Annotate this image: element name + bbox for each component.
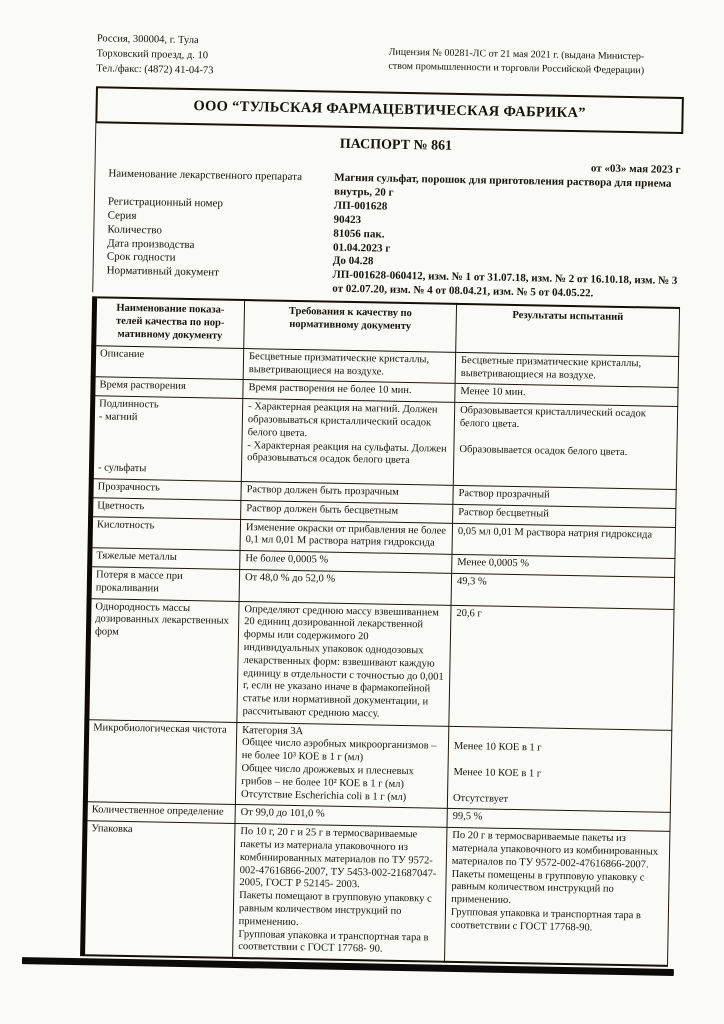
company-name: ООО “ТУЛЬСКАЯ ФАРМАЦЕВТИЧЕСКАЯ ФАБРИКА” — [95, 86, 684, 134]
table-header-cell: Результаты испытаний — [456, 304, 680, 356]
field-label: Регистрационный номер — [107, 195, 224, 210]
field-value: ЛП-001628 — [333, 199, 388, 213]
address-line: Россия, 300004, г. Тула — [96, 33, 199, 47]
table-cell: Прозрачность — [91, 479, 241, 501]
table-cell: 20,6 г — [449, 605, 674, 730]
field-label: Количество — [107, 223, 163, 237]
company-address — [96, 31, 332, 81]
table-cell: Менее 0,0005 % — [452, 554, 675, 577]
field-label: Срок годности — [106, 250, 176, 265]
table-cell: Категория 3А Общее число аэробных микроорганизмов – не более 10³ КОЕ в 1 г (мл) Общее число дрожжевых и плесневых грибов – не более 10² КОЕ в 1 г (мл) Отсутствие Escherichia coli в 1 г (мл) — [235, 722, 448, 809]
table-cell: Образовывается кристаллический осадок белого цвета. Образовывается осадок белого цвета. — [453, 403, 677, 490]
table-cell: Однородность массы дозированных лекарственных форм — [87, 598, 239, 722]
passport-document — [80, 31, 685, 976]
table-cell: - Характерная реакция на магний. Должен образовываться кристаллический осадок белого цвета. - Характерная реакция на сульфаты. Должен образовываться осадок белого цвета — [241, 399, 454, 486]
table-cell: Тяжелые металлы — [90, 548, 240, 570]
table-cell: Потеря в массе при прокаливании — [89, 567, 240, 601]
address-line: Торховский проезд, д. 10 — [96, 48, 209, 62]
table-header-cell: Требования к качеству по нормативному документу — [244, 300, 457, 352]
field-label: Нормативный документ — [106, 264, 219, 279]
table-cell: Бесцветные призматические кристаллы, выветривающиеся на воздухе. — [243, 348, 456, 383]
table-cell: Упаковка — [83, 821, 235, 958]
table-cell: Менее 10 КОЕ в 1 г Менее 10 КОЕ в 1 г Отсутствует — [447, 726, 671, 813]
field-value: 81056 пак. — [333, 227, 385, 241]
table-cell: По 10 г, 20 г и 25 г в термосвариваемые пакеты из материала упаковочного из комбинированных материалов по ТУ 9572-002-47616866-2007, ТУ 5453-002-21687047-2005, ГОСТ Р 52145- 2003. Пакеты помещают в групповую упаковку с равным количеством инструкций по применению. Групповая упаковка и транспортная тара в соответствии с ГОСТ 17768- 90. — [233, 824, 447, 962]
table-cell: Время растворения — [93, 377, 243, 399]
table-row — [91, 396, 677, 489]
table-cell: Раствор должен быть прозрачным — [241, 481, 453, 504]
field-value: Магния сульфат, порошок для приготовления раствора для приема внутрь, 20 г — [334, 171, 672, 199]
table-cell: Количественное определение — [85, 802, 235, 824]
table-cell: Не более 0,0005 % — [240, 551, 452, 574]
table-cell: Цветность — [91, 497, 241, 519]
table-cell: По 20 г в термосвариваемые пакеты из материала упаковочного из комбинированных материалов по ТУ 9572-002-47616866-2007. Пакеты помещены в групповую упаковку с равным количеством инструкций по применению. Групповая упаковка и транспортная тара в соответствии с ГОСТ 17768-90. — [445, 828, 670, 967]
table-cell: Раствор должен быть бесцветным — [241, 500, 453, 523]
table-cell: 49,3 % — [451, 573, 675, 609]
table-row — [83, 821, 670, 966]
document-body — [92, 123, 683, 303]
quality-table — [80, 297, 680, 968]
table-row — [85, 719, 671, 812]
header-row — [96, 31, 685, 87]
table-cell: Менее 10 мин. — [455, 384, 678, 407]
table-cell: Определяют среднюю массу взвешиванием 20 единиц дозированной лекарственной формы или содержимого 20 индивидуальных упаковок однодозовых лекарственных форм: взвешивают каждую единицу в отдельности с точностью до 0,001 г, если не указано иначе в фармакопейной статье или нормативной документации, и рассчитывают среднюю массу. — [237, 601, 451, 726]
field-label: Наименование лекарственного препарата — [108, 167, 303, 183]
field-value: До 04.28 — [332, 255, 374, 268]
table-cell: Изменение окраски от прибавления не более 0,1 мл 0,01 М раствора натрия гидроксида — [240, 519, 453, 554]
fields-section — [106, 167, 682, 303]
license-text: Лицензия № 00281-ЛС от 21 мая 2021 г. (выдана Министер- ством промышленности и торговли Российской Федерации) — [388, 46, 645, 77]
field-label: Серия — [107, 209, 137, 222]
table-row — [87, 598, 674, 730]
field-value: ЛП-001628-060412, изм. № 1 от 31.07.18, изм. № 2 от 16.10.18, изм. № 3 от 02.07.20, изм. № 4 от 08.04.21, изм. № 5 от 04.05.22. — [332, 269, 678, 300]
table-cell: Бесцветные призматические кристаллы, выветривающиеся на воздухе. — [455, 352, 679, 388]
table-cell: Микробиологическая чистота — [85, 719, 236, 805]
table-cell: Время растворения не более 10 мин. — [243, 380, 455, 403]
address-line: Тел./факс: (4872) 41-04-73 — [96, 63, 214, 77]
table-cell: 99,5 % — [447, 809, 670, 832]
table-cell: От 99,0 до 101,0 % — [235, 805, 447, 828]
field-value: 90423 — [333, 213, 362, 226]
table-cell: 0,05 мл 0,01 М раствора натрия гидроксида — [452, 523, 676, 559]
table-cell: Раствор прозрачный — [453, 485, 676, 508]
document-date: от «03» мая 2023 г — [590, 161, 681, 176]
table-header-cell: Наименование показа- телей качества по нор- мативному документу — [94, 298, 245, 349]
field-label: Дата производства — [107, 236, 195, 251]
table-cell: Раствор бесцветный — [453, 504, 676, 527]
table-cell: Описание — [93, 346, 244, 380]
table-cell: Подлинность - магний - сульфаты — [91, 396, 242, 482]
table-cell: От 48,0 % до 52,0 % — [239, 569, 452, 604]
passport-title: ПАСПОРТ № 861 — [339, 136, 453, 154]
table-cell: Кислотность — [90, 516, 241, 550]
field-value: 01.04.2023 г — [332, 241, 391, 255]
